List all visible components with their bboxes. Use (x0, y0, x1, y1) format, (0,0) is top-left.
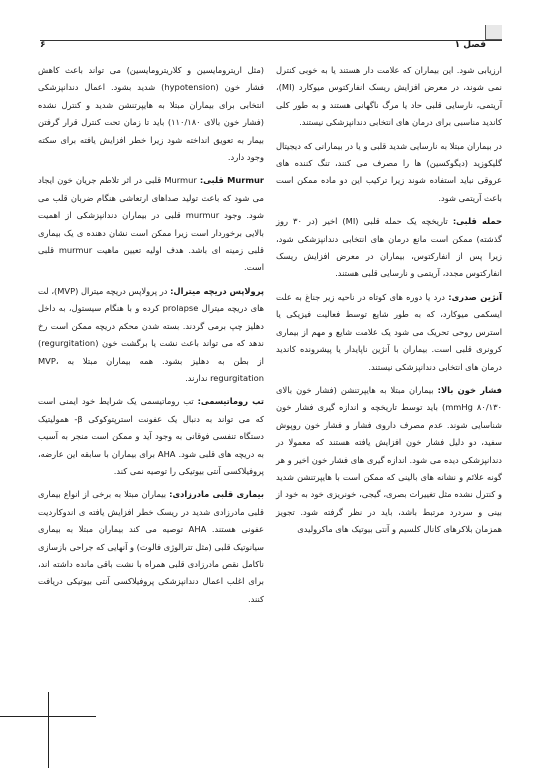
section-heading: بیماری قلبی مادرزادی: (169, 489, 265, 500)
paragraph: Murmur قلبی: Murmur قلبی در اثر تلاطم جریان خون ایجاد می شود که باعث تولید صداهای ارتعاشی هنگام ضربان قلب می شود. وجود murmur قلبی در بیماران دندانپزشکی از اهمیت بالایی برخوردار است زیرا ممکن است نشان دهنده ی یک بیماری قلبی زمینه ای باشد. هدف اولیه تعیین ماهیت murmur قلبی است. (38, 175, 264, 273)
header-rule (40, 40, 502, 41)
page-number: ۶ (40, 40, 46, 50)
paragraph: (مثل اریترومایسین و کلاریترومایسین) می تواند باعث کاهش فشار خون (hypotension) شدید بشود. اعمال دندانپزشکی انتخابی برای بیماران مبتلا به هایپرتنشن شدید و کنترل نشده (فشار خون بالای ۱۱۰/۱۸۰) باید تا زمان تحت کنترل قرار گرفتن بیمار به تعویق انداخته شود زیرا خطر افزایش یافته برای سکته وجود دارد. (38, 65, 264, 163)
crop-mark-horizontal (0, 716, 96, 717)
paragraph: بیماری قلبی مادرزادی: بیماران مبتلا به برخی از انواع بیماری قلبی مادرزادی شدید در ریسک خطر افزایش یافته ی اندوکاردیت عفونی هستند. AHA توصیه می کند بیماران مبتلا به بیماری سیانوتیک قلبی (مثل تترالوژی فالوت) و آنهایی که جراحی بازسازی ناکامل نقص مادرزادی قلبی همراه با نشت باقی مانده داشته اند، برای اغلب اعمال دندانپزشکی پروفیلاکسی آنتی بیوتیکی دریافت کنند. (38, 489, 265, 604)
chapter-label: فصل ۱ (454, 40, 486, 50)
left-column (38, 62, 264, 614)
page-number-tab (485, 25, 502, 40)
paragraph: تب روماتیسمی: تب روماتیسمی یک شرایط خود ایمنی است که می تواند به دنبال یک عفونت استرپتوکوکی β- همولیتیک دستگاه تنفسی فوقانی به وجود آید و ممکن است منجر به آسیب به دریچه های قلبی شود. AHA برای بیماران با سابقه این عارضه، پروفیلاکسی آنتی بیوتیکی را توصیه نمی کند. (38, 396, 264, 476)
paragraph: فشار خون بالا: بیماران مبتلا به هایپرتنشن (فشار خون بالای ۸۰/۱۳۰ mmHg) باید توسط تاریخچه و اندازه گیری فشار خون شناسایی شوند. عدم مصرف داروی فشار و فشار خون روپوش سفید، دو دلیل فشار خون افزایش یافته هستند که معمولا در دندانپزشکی دیده می شود. اندازه گیری های فشار خون اخیر و هر گونه علائم و نشانه های بالینی که ممکن است با هایپرتنشن شدید و کنترل نشده مثل تغییرات بصری، گیجی، خونریزی خود به خود از بینی و سردرد مرتبط باشد، باید در نظر گرفته شود. تجویز همزمان بلاکرهای کانال کلسیم و آنتی بیوتیک های ماکرولیدی (276, 384, 502, 535)
paragraph: ارزیابی شود. این بیماران که علامت دار هستند یا به خوبی کنترل نمی شوند، در معرض افزایش ریسک انفارکتوس میوکارد (MI)، آریتمی، نارسایی قلبی حاد یا مرگ ناگهانی هستند و به طور کلی کاندید مناسبی برای درمان های انتخابی دندانپزشکی نیستند. (276, 65, 502, 128)
section-heading: Murmur قلبی: (199, 175, 264, 186)
paragraph: در بیماران مبتلا به نارسایی شدید قلبی و یا در بیمارانی که دیجیتال گلیکوزید (دیگوکسین) ها را مصرف می کنند، تنگ کننده های عروقی نباید استفاده شوند زیرا ترکیب این دو ماده ممکن است باعث آریتمی شود. (276, 140, 502, 203)
paragraph: حمله قلبی: تاریخچه یک حمله قلبی (MI) اخیر (در ۳۰ روز گذشته) ممکن است مانع درمان های انتخابی دندانپزشکی شود، زیرا پس از انفارکتوس، بیماران در معرض افزایش ریسک انفارکتوس مجدد، آریتمی و نارسایی قلبی هستند. (276, 216, 502, 279)
section-heading: فشار خون بالا: (437, 384, 502, 395)
section-heading: حمله قلبی: (452, 216, 502, 227)
section-heading: آنژین صدری: (448, 291, 502, 302)
section-heading: پرولاپس دریچه میترال: (170, 285, 264, 296)
section-heading: تب روماتیسمی: (197, 396, 264, 407)
crop-mark-vertical (48, 692, 49, 768)
paragraph: پرولاپس دریچه میترال: در پرولاپس دریچه میترال (MVP)، لت های دریچه میترال prolapse کرده و با هنگام سیستول، به داخل دهلیز چپ برمی گردند. بسته شدن محکم دریچه ممکن است رخ ندهد که می تواند باعث نشت یا برگشت خون (regurgitation) از بطن به دهلیز بشود. همه بیماران مبتلا به MVP، regurgitation ندارند. (38, 285, 264, 383)
right-column (276, 62, 502, 545)
paragraph: آنژین صدری: درد یا دوره های کوتاه در ناحیه زیر جناغ به علت ایسکمی میوکارد، که به طور شایع توسط فعالیت فیزیکی یا استرس روحی تحریک می شود یک علامت شایع و مهم از بیماری کرونری قلبی است. بیماران با آنژین ناپایدار یا پیشرونده کاندید درمان های انتخابی دندانپزشکی نیستند. (276, 291, 502, 372)
